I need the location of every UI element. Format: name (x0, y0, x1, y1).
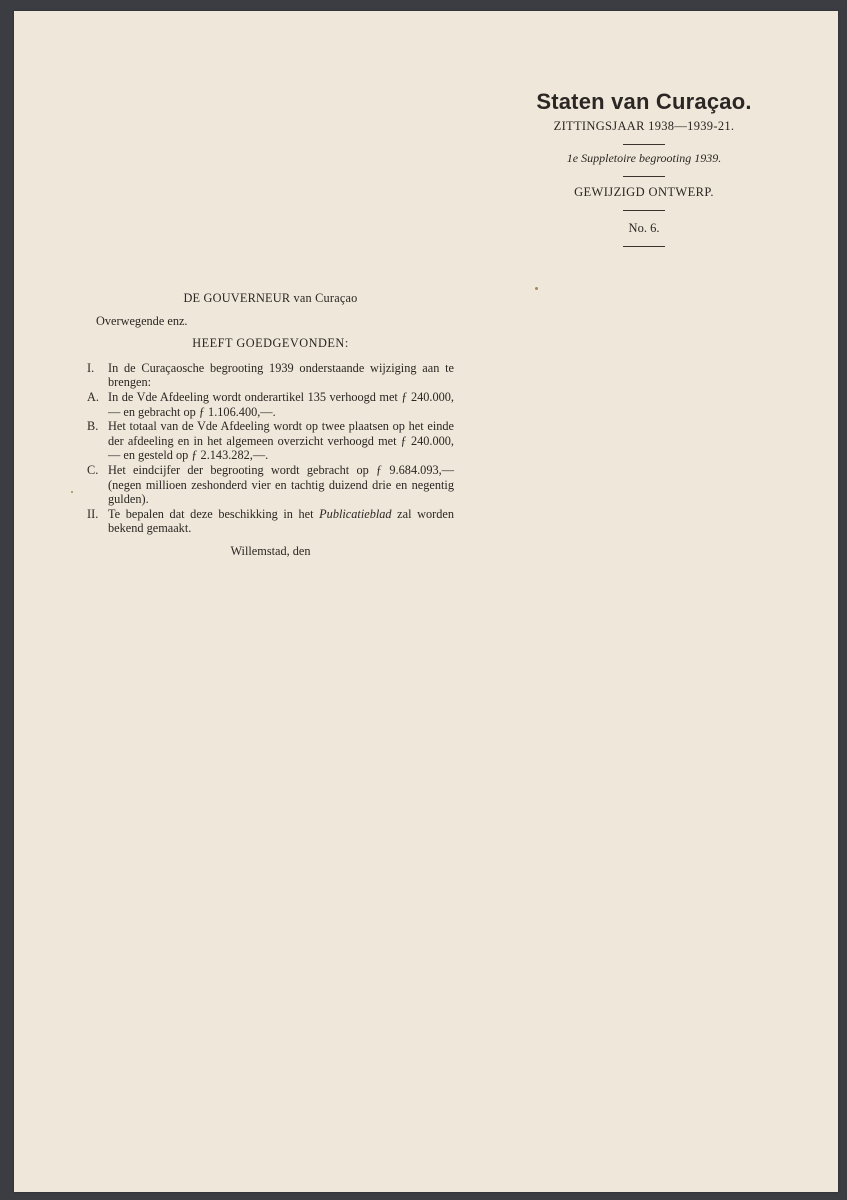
item-label: C. (87, 462, 99, 477)
decree-item (87, 361, 454, 390)
bleed-through-text (54, 96, 484, 142)
governor-heading: DE GOUVERNEUR van Curaçao (183, 291, 358, 305)
item-text: In de Vde Afdeeling wordt onderartikel 135 verhoogd met ƒ 240.000,— en gebracht op ƒ 1.106.400,—. (108, 389, 454, 419)
item-label: II. (87, 506, 99, 521)
considering-line: Overwegende enz. (96, 313, 188, 328)
header-rule (623, 210, 665, 211)
item-text: Het totaal van de Vde Afdeeling wordt op twee plaatsen op het einde der afdeeling en in het algemeen overzicht verhoogd met ƒ 240.000,— en gesteld op ƒ 2.143.282,—. (108, 419, 454, 463)
header-rule (623, 246, 665, 247)
resolved-heading: HEEFT GOEDGEVONDEN: (192, 336, 349, 351)
header-rule (623, 144, 665, 145)
item-label: B. (87, 419, 99, 434)
paper-speck (535, 287, 538, 290)
publication-name: Publicatieblad (319, 506, 392, 521)
item-text-after: zal worden bekend gemaakt. (108, 506, 454, 536)
item-text-before: Te bepalen dat deze beschikking in het (108, 506, 320, 521)
item-text: In de Curaçaosche begrooting 1939 onderstaande wijziging aan te brengen: (108, 360, 454, 390)
session-year: ZITTINGSJAAR 1938—1939-21. (553, 119, 735, 133)
document-number: No. 6. (628, 221, 660, 235)
decree-item (87, 390, 454, 419)
document-header (514, 89, 774, 247)
item-label: A. (87, 389, 99, 404)
supplementary-budget: 1e Suppletoire begrooting 1939. (566, 151, 722, 165)
document-title: Staten van Curaçao. (536, 89, 752, 114)
decree-item (87, 419, 454, 463)
header-rule (623, 176, 665, 177)
signoff-place-date: Willemstad, den (230, 543, 311, 558)
decree-item (87, 463, 454, 507)
decree-items (87, 361, 454, 536)
item-label: I. (87, 360, 95, 375)
decree-item-publication (87, 507, 454, 536)
paper-speck (71, 491, 73, 493)
document-page (14, 11, 838, 1192)
item-text: Het eindcijfer der begrooting wordt gebracht op ƒ 9.684.093,— (negen millioen zeshonderd vier en tachtig duizend drie en negentig gulden). (108, 462, 454, 507)
draft-label: GEWIJZIGD ONTWERP. (574, 185, 714, 199)
item-text (108, 507, 454, 536)
decree-body (87, 291, 454, 559)
